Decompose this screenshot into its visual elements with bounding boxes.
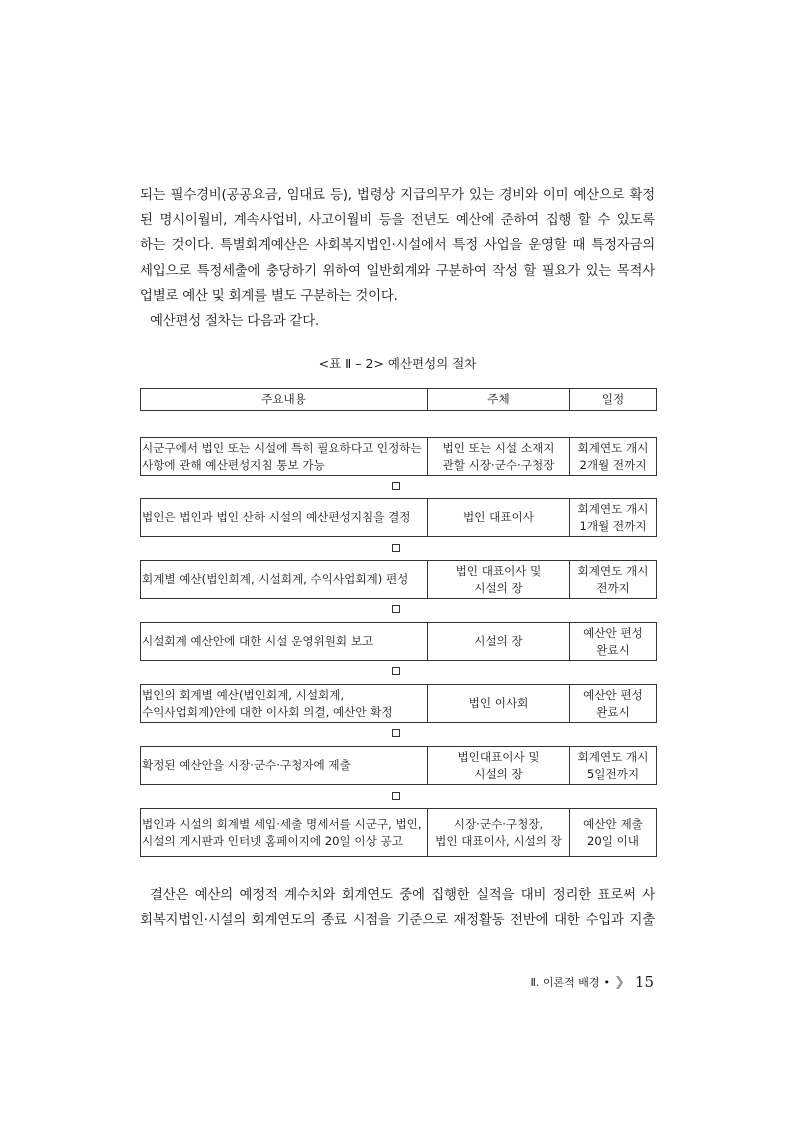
procedure-step-3 bbox=[140, 560, 657, 599]
procedure-step-5 bbox=[140, 684, 657, 723]
step-content: 법인의 회계별 예산(법인회계, 시설회계, 수익사업회계)안에 대한 이사회 의결, 예산안 확정 bbox=[141, 685, 428, 723]
text-line: 세입으로 특정세출에 충당하기 위하여 일반회계와 구분하여 작성 할 필요가 있는 목적사 bbox=[140, 263, 655, 279]
step-schedule: 회계연도 개시 1개월 전까지 bbox=[570, 499, 657, 537]
flow-arrow-icon bbox=[391, 604, 401, 614]
flow-arrow-icon bbox=[391, 543, 401, 553]
step-schedule: 예산안 편성 완료시 bbox=[570, 623, 657, 661]
text-line: 되는 필수경비(공공요금, 임대료 등), 법령상 지급의무가 있는 경비와 이미 예산으로 확정 bbox=[140, 188, 655, 203]
step-content: 법인은 법인과 법인 산하 시설의 예산편성지침을 결정 bbox=[141, 499, 428, 537]
text-line: 예산편성 절차는 다음과 같다. bbox=[150, 314, 320, 330]
table-header bbox=[140, 388, 657, 411]
text-line: 결산은 예산의 예정적 계수치와 회계연도 중에 집행한 실적을 대비 정리한 표로써 사 bbox=[150, 888, 655, 903]
step-content: 회계별 예산(법인회계, 시설회계, 수익사업회계) 편성 bbox=[141, 561, 428, 599]
page-number: 15 bbox=[634, 973, 654, 991]
header-schedule: 일정 bbox=[570, 389, 657, 411]
table-caption: <표 Ⅱ – 2> 예산편성의 절차 bbox=[318, 356, 477, 371]
step-content: 법인과 시설의 회계별 세입·세출 명세서를 시군구, 법인, 시설의 게시판과 인터넷 홈페이지에 20일 이상 공고 bbox=[141, 809, 428, 857]
text-line: 회복지법인·시설의 회계연도의 종료 시점을 기준으로 재정활동 전반에 대한 수입과 지출 bbox=[140, 913, 655, 929]
step-subject: 법인 대표이사 bbox=[428, 499, 570, 537]
step-subject: 법인 대표이사 및 시설의 장 bbox=[428, 561, 570, 599]
step-content: 확정된 예산안을 시장·군수·구청자에 제출 bbox=[141, 747, 428, 785]
text-line: 된 명시이월비, 계속사업비, 사고이월비 등을 전년도 예산에 준하여 집행 할 수 있도록 bbox=[140, 213, 655, 229]
text-line: 업별로 예산 및 회계를 별도 구분하는 것이다. bbox=[140, 288, 398, 304]
page-footer bbox=[530, 973, 654, 991]
flow-arrow-icon bbox=[391, 791, 401, 801]
step-schedule: 예산안 제출 20일 이내 bbox=[570, 809, 657, 857]
procedure-step-2 bbox=[140, 498, 657, 537]
header-subject: 주체 bbox=[428, 389, 570, 411]
step-subject: 법인 이사회 bbox=[428, 685, 570, 723]
step-content: 시군구에서 법인 또는 시설에 특히 필요하다고 인정하는 사항에 관해 예산편성지침 통보 가능 bbox=[141, 438, 428, 476]
step-schedule: 회계연도 개시 전까지 bbox=[570, 561, 657, 599]
procedure-step-4 bbox=[140, 622, 657, 661]
header-content: 주요내용 bbox=[141, 389, 428, 411]
step-content: 시설회계 예산안에 대한 시설 운영위원회 보고 bbox=[141, 623, 428, 661]
step-subject: 법인 또는 시설 소재지 관할 시장·군수·구청장 bbox=[428, 438, 570, 476]
procedure-step-6 bbox=[140, 746, 657, 785]
procedure-step-1 bbox=[140, 437, 657, 476]
flow-arrow-icon bbox=[391, 728, 401, 738]
footer-section-title: Ⅱ. 이론적 배경 bbox=[530, 976, 600, 989]
step-subject: 법인대표이사 및 시설의 장 bbox=[428, 747, 570, 785]
chevron-right-icon: ❯ bbox=[614, 974, 625, 990]
step-schedule: 회계연도 개시 5일전까지 bbox=[570, 747, 657, 785]
step-subject: 시설의 장 bbox=[428, 623, 570, 661]
step-schedule: 예산안 편성 완료시 bbox=[570, 685, 657, 723]
step-subject: 시장·군수·구청장, 법인 대표이사, 시설의 장 bbox=[428, 809, 570, 857]
footer-bullet: • bbox=[603, 975, 610, 989]
body-paragraph-1 bbox=[140, 183, 655, 334]
step-schedule: 회계연도 개시 2개월 전까지 bbox=[570, 438, 657, 476]
body-paragraph-2 bbox=[140, 883, 655, 933]
flow-arrow-icon bbox=[391, 481, 401, 491]
text-line: 하는 것이다. 특별회계예산은 사회복지법인·시설에서 특정 사업을 운영할 때 특정자금의 bbox=[140, 238, 655, 254]
procedure-step-7 bbox=[140, 808, 657, 857]
flow-arrow-icon bbox=[391, 666, 401, 676]
